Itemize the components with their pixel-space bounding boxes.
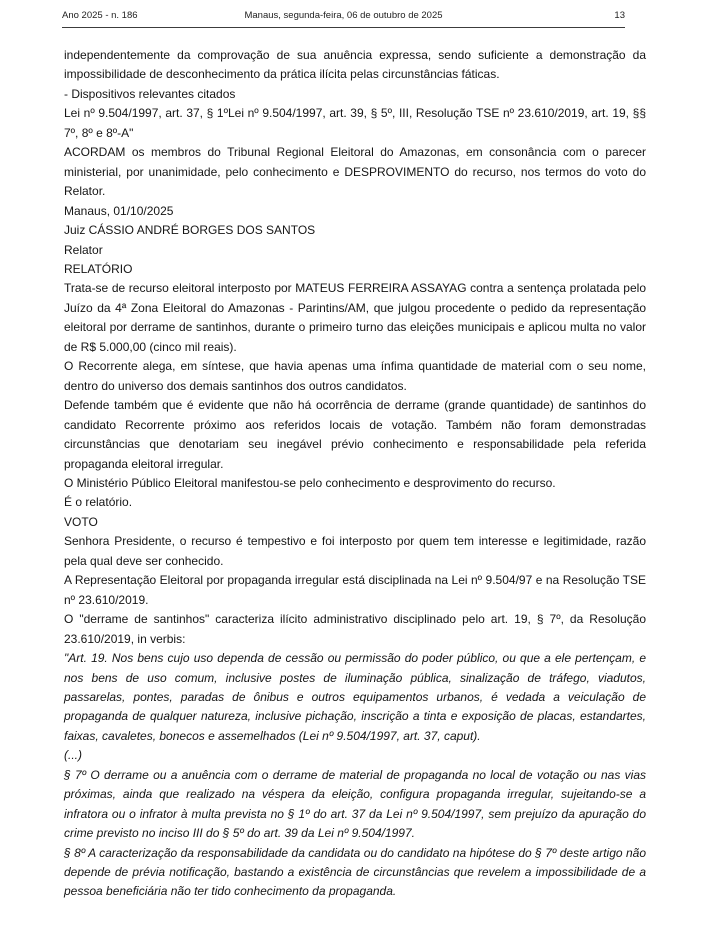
paragraph: - Dispositivos relevantes citados <box>64 86 236 101</box>
paragraph: § 7º O derrame ou a anuência com o derrame de material de propaganda no local de votação ou nas vias próximas, ainda que realizado na véspera da eleição, configura propaganda irregular, sujeitando-se a infratora ou o infrator à multa prevista no § 1º do art. 37 da Lei nº 9.504/1997, sem prejuízo da apuração do crime previsto no inciso III do § 5º do art. 39 da Lei nº 9.504/1997. <box>64 767 646 841</box>
date-label: Manaus, segunda-feira, 06 de outubro de 2025 <box>244 10 443 21</box>
paragraph: Lei nº 9.504/1997, art. 37, § 1ºLei nº 9.504/1997, art. 39, § 5º, III, Resolução TSE nº 23.610/2019, art. 19, §§ 7º, 8º e 8º-A" <box>64 106 646 140</box>
paragraph: O Ministério Público Eleitoral manifestou-se pelo conhecimento e desprovimento do recurso. <box>64 475 556 490</box>
paragraph: Trata-se de recurso eleitoral interposto por MATEUS FERREIRA ASSAYAG contra a sentença prolatada pelo Juízo da 4ª Zona Eleitoral do Amazonas - Parintins/AM, que julgou procedente o pedido da representação eleitoral por derrame de santinhos, durante o primeiro turno das eleições municipais e aplicou multa no valor de R$ 5.000,00 (cinco mil reais). <box>64 281 646 354</box>
page-number: 13 <box>614 10 625 21</box>
paragraph: (...) <box>64 748 82 763</box>
paragraph: A Representação Eleitoral por propaganda irregular está disciplinada na Lei nº 9.504/97 e na Resolução TSE nº 23.610/2019. <box>64 573 646 607</box>
paragraph: Manaus, 01/10/2025 <box>64 203 174 218</box>
paragraph: ACORDAM os membros do Tribunal Regional Eleitoral do Amazonas, em consonância com o parecer ministerial, por unanimidade, pelo conhecimento e DESPROVIMENTO do recurso, nos termos do voto do Relator. <box>64 145 646 199</box>
page-header <box>62 10 625 28</box>
paragraph: independentemente da comprovação de sua anuência expressa, sendo suficiente a demonstração da impossibilidade de desconhecimento da prática ilícita pelas circunstâncias fáticas. <box>64 48 646 82</box>
paragraph: § 8º A caracterização da responsabilidade da candidata ou do candidato na hipótese do § 7º deste artigo não depende de prévia notificação, bastando a existência de circunstâncias que revelem a impossibilidade de a pessoa beneficiária não ter tido conhecimento da propaganda. <box>64 845 646 899</box>
paragraph: VOTO <box>64 514 98 529</box>
paragraph: Defende também que é evidente que não há ocorrência de derrame (grande quantidade) de santinhos do candidato Recorrente próximo aos referidos locais de votação. Também não foram demonstradas circunstâncias que denotariam seu inegável prévio conhecimento e responsabilidade pela referida propaganda eleitoral irregular. <box>64 398 646 471</box>
paragraph: RELATÓRIO <box>64 261 133 276</box>
paragraph: Relator <box>64 242 103 257</box>
edition-label: Ano 2025 - n. 186 <box>62 10 138 21</box>
paragraph: Juiz CÁSSIO ANDRÉ BORGES DOS SANTOS <box>64 223 316 238</box>
paragraph: O Recorrente alega, em síntese, que havia apenas uma ínfima quantidade de material com o seu nome, dentro do universo dos demais santinhos dos outros candidatos. <box>64 359 646 393</box>
paragraph: Senhora Presidente, o recurso é tempestivo e foi interposto por quem tem interesse e legitimidade, razão pela qual deve ser conhecido. <box>64 534 646 568</box>
paragraph: O "derrame de santinhos" caracteriza ilícito administrativo disciplinado pelo art. 19, § 7º, da Resolução 23.610/2019, in verbis: <box>64 612 646 646</box>
paragraph: "Art. 19. Nos bens cujo uso dependa de cessão ou permissão do poder público, ou que a ele pertençam, e nos bens de uso comum, inclusive postes de iluminação pública, sinalização de tráfego, viadutos, passarelas, pontes, paradas de ônibus e outros equipamentos urbanos, é vedada a veiculação de propaganda de qualquer natureza, inclusive pichação, inscrição a tinta e exposição de placas, estandartes, faixas, cavaletes, bonecos e assemelhados (Lei nº 9.504/1997, art. 37, caput). <box>64 651 646 743</box>
paragraph: É o relatório. <box>64 495 133 510</box>
document-body <box>64 46 646 902</box>
